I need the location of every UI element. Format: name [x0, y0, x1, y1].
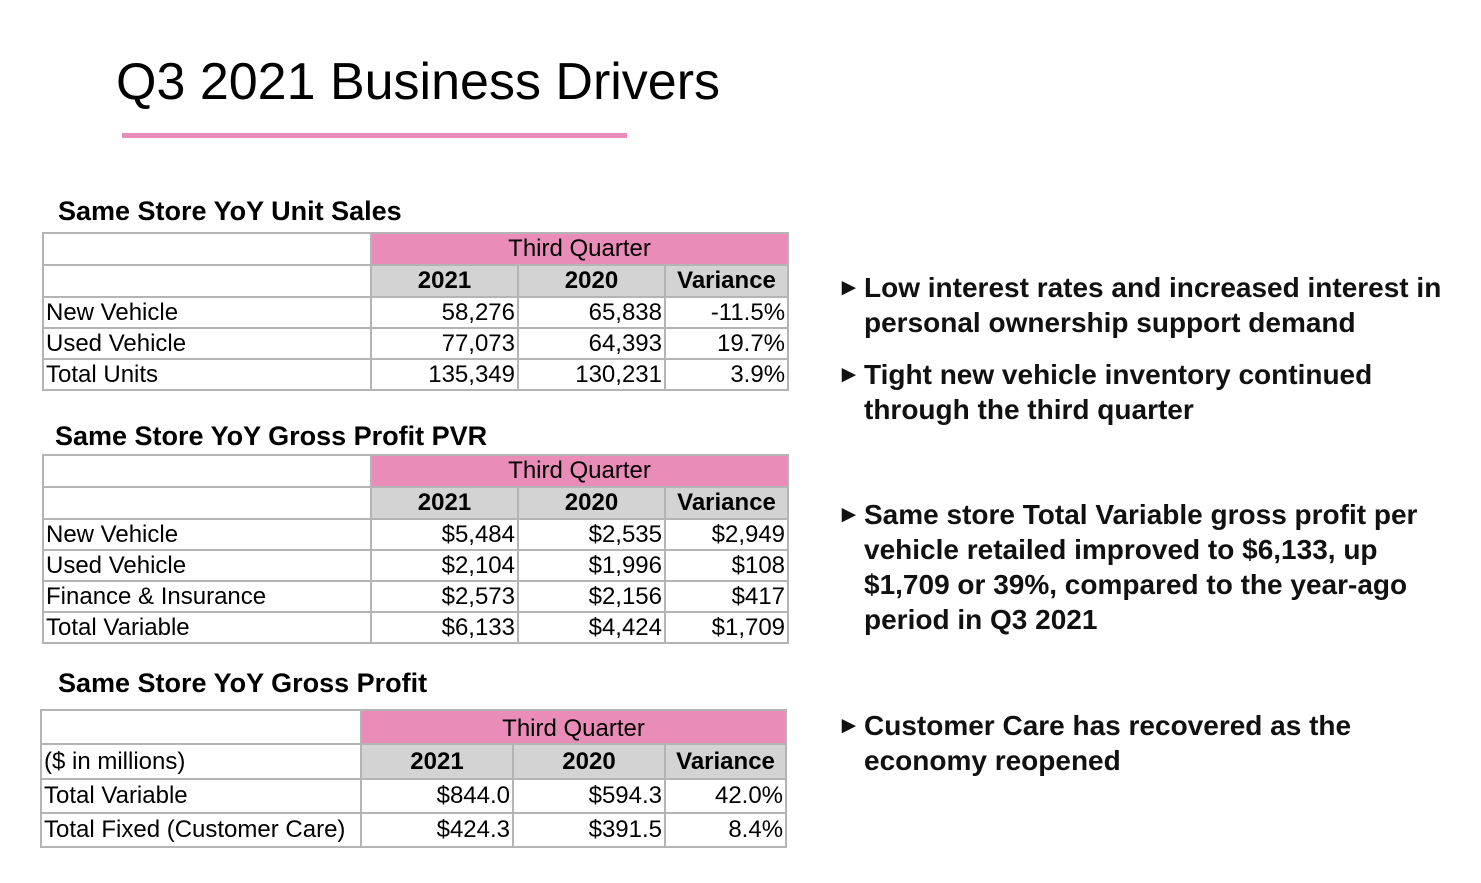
- column-header-2021: 2021: [361, 744, 513, 779]
- column-header-2020: 2020: [513, 744, 665, 779]
- column-header-variance: Variance: [665, 487, 788, 519]
- value-2020: 130,231: [518, 359, 665, 390]
- table-row: [41, 813, 786, 847]
- value-2021: $844.0: [361, 779, 513, 813]
- gross-profit-pvr-heading: Same Store YoY Gross Profit PVR: [55, 421, 488, 451]
- triangle-arrow-icon: ►: [837, 361, 861, 388]
- header-blank-cell: [43, 265, 371, 297]
- row-label: Total Units: [43, 359, 371, 390]
- unit-sales-heading: Same Store YoY Unit Sales: [58, 196, 402, 226]
- row-label: Total Variable: [41, 779, 361, 813]
- period-header: Third Quarter: [361, 710, 786, 744]
- value-2021: $5,484: [371, 519, 518, 550]
- gross-profit-heading: Same Store YoY Gross Profit: [58, 668, 428, 698]
- header-blank-cell: [43, 455, 371, 487]
- value-variance: 42.0%: [665, 779, 786, 813]
- column-header-2021: 2021: [371, 487, 518, 519]
- period-header: Third Quarter: [371, 455, 788, 487]
- table-row: [43, 612, 788, 643]
- bullet-item: [837, 270, 1457, 340]
- row-label: New Vehicle: [43, 297, 371, 328]
- value-variance: -11.5%: [665, 297, 788, 328]
- value-variance: 3.9%: [665, 359, 788, 390]
- bullet-item: [837, 357, 1457, 427]
- column-header-2020: 2020: [518, 265, 665, 297]
- row-label: Used Vehicle: [43, 550, 371, 581]
- bullet-text: Customer Care has recovered as the economy reopened: [864, 710, 1352, 776]
- bullet-text: Same store Total Variable gross profit per vehicle retailed improved to $6,133, up $1,709 or 39%, compared to the year-ago period in Q3 2021: [864, 499, 1418, 635]
- value-variance: $108: [665, 550, 788, 581]
- row-label: New Vehicle: [43, 519, 371, 550]
- column-header-2021: 2021: [371, 265, 518, 297]
- table-row: [43, 519, 788, 550]
- value-2021: 58,276: [371, 297, 518, 328]
- header-blank-cell: [43, 487, 371, 519]
- bullet-item: [837, 497, 1457, 637]
- value-2020: 65,838: [518, 297, 665, 328]
- value-2021: $2,573: [371, 581, 518, 612]
- row-label: Total Fixed (Customer Care): [41, 813, 361, 847]
- value-2021: $2,104: [371, 550, 518, 581]
- row-label: Total Variable: [43, 612, 371, 643]
- triangle-arrow-icon: ►: [837, 274, 861, 301]
- header-blank-cell: [41, 710, 361, 744]
- table-row: [43, 359, 788, 390]
- value-2020: $2,156: [518, 581, 665, 612]
- title-underline: [122, 133, 627, 138]
- page-title: Q3 2021 Business Drivers: [116, 53, 721, 111]
- gross-profit-pvr-table: [42, 454, 789, 644]
- table-row: [43, 550, 788, 581]
- value-2020: $4,424: [518, 612, 665, 643]
- value-2020: 64,393: [518, 328, 665, 359]
- value-variance: $2,949: [665, 519, 788, 550]
- value-variance: 19.7%: [665, 328, 788, 359]
- triangle-arrow-icon: ►: [837, 712, 861, 739]
- gross-profit-table: [40, 709, 787, 848]
- table-row: [43, 297, 788, 328]
- table-row: [41, 779, 786, 813]
- value-variance: 8.4%: [665, 813, 786, 847]
- value-2021: $6,133: [371, 612, 518, 643]
- value-2020: $1,996: [518, 550, 665, 581]
- value-2020: $594.3: [513, 779, 665, 813]
- table-row: [43, 581, 788, 612]
- bullet-text: Tight new vehicle inventory continued through the third quarter: [864, 359, 1373, 425]
- bullet-text: Low interest rates and increased interest in personal ownership support demand: [864, 272, 1442, 338]
- period-header: Third Quarter: [371, 233, 788, 265]
- value-2020: $391.5: [513, 813, 665, 847]
- triangle-arrow-icon: ►: [837, 501, 861, 528]
- table-row: [43, 328, 788, 359]
- column-header-2020: 2020: [518, 487, 665, 519]
- column-header-variance: Variance: [665, 744, 786, 779]
- value-2021: 135,349: [371, 359, 518, 390]
- row-label: Finance & Insurance: [43, 581, 371, 612]
- value-2021: 77,073: [371, 328, 518, 359]
- value-variance: $1,709: [665, 612, 788, 643]
- bullet-item: [837, 708, 1457, 778]
- value-2020: $2,535: [518, 519, 665, 550]
- unit-sales-table: [42, 232, 789, 391]
- value-variance: $417: [665, 581, 788, 612]
- units-label: ($ in millions): [41, 744, 361, 779]
- row-label: Used Vehicle: [43, 328, 371, 359]
- header-blank-cell: [43, 233, 371, 265]
- column-header-variance: Variance: [665, 265, 788, 297]
- value-2021: $424.3: [361, 813, 513, 847]
